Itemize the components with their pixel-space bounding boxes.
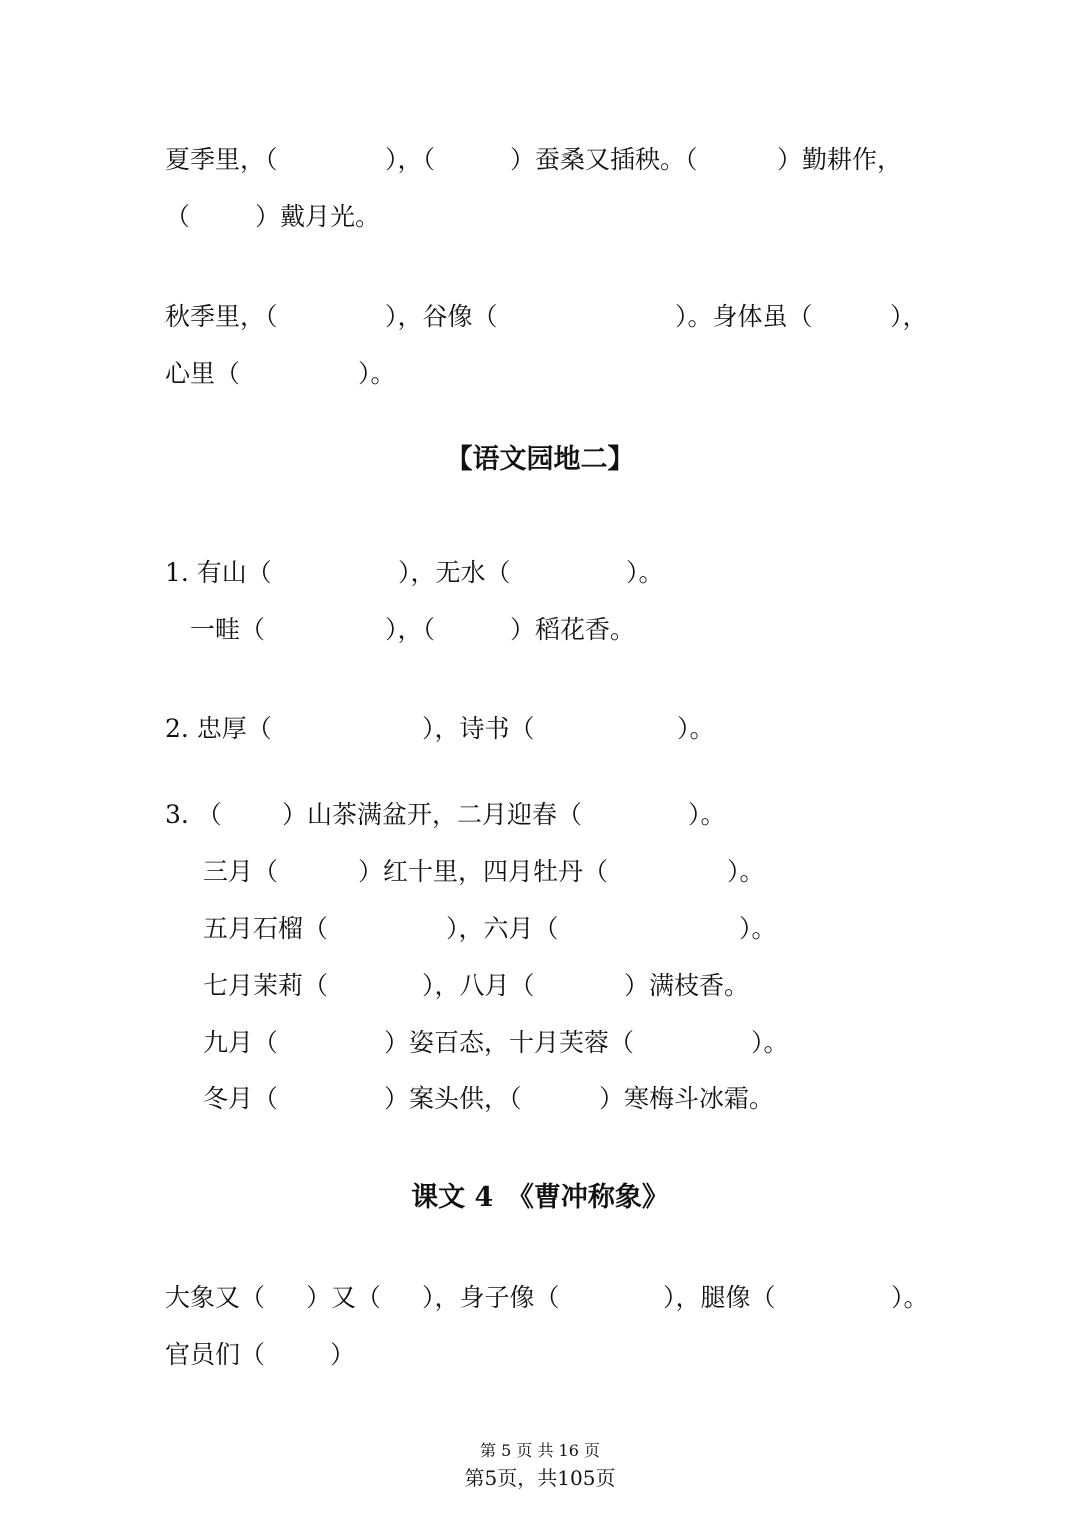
text-segment: ），腿像（	[663, 1283, 776, 1312]
text-segment: ）。	[688, 800, 726, 829]
text-segment: ）。	[677, 714, 715, 743]
text-segment: 冬月（	[203, 1084, 279, 1113]
text-segment: 九月（	[203, 1028, 279, 1057]
q3-line-6	[0, 1079, 1080, 1119]
text-segment: ）。	[751, 1028, 789, 1057]
text-segment: ）姿百态，十月芙蓉（	[384, 1028, 635, 1057]
text-segment: ）勤耕作，	[777, 145, 903, 174]
q3-line-5	[0, 1023, 1080, 1063]
text-segment: ）寒梅斗冰霜。	[599, 1084, 775, 1113]
q1-line-1	[0, 553, 1080, 593]
text-segment: 七月茉莉（	[203, 971, 329, 1000]
text-segment: 大象又（	[165, 1283, 266, 1312]
text-segment: ），	[890, 302, 928, 331]
text-segment: 秋季里，（	[165, 302, 278, 331]
section-title-yuwen: 【语文园地二】	[445, 444, 635, 475]
text-segment: ），谷像（	[385, 302, 498, 331]
autumn-line-1	[0, 297, 1080, 337]
text-segment: ），（	[385, 615, 436, 644]
text-segment: 五月石榴（	[203, 914, 329, 943]
text-segment: 3. （	[165, 800, 222, 829]
q3-line-4	[0, 966, 1080, 1006]
text-segment: ），（	[385, 145, 436, 174]
q3-line-2	[0, 852, 1080, 892]
text-segment: ），诗书（	[422, 714, 535, 743]
text-segment: 夏季里，（	[165, 145, 278, 174]
text-segment: ），八月（	[422, 971, 535, 1000]
text-segment: 官员们（	[165, 1340, 266, 1369]
page-number-outer: 第5页，共105页	[464, 1466, 616, 1490]
text-segment: ）	[330, 1340, 356, 1369]
autumn-line-2	[0, 354, 1080, 394]
text-segment: ），身子像（	[422, 1283, 560, 1312]
text-segment: ）。	[739, 914, 777, 943]
q3-line-3	[0, 909, 1080, 949]
lesson4-line-2	[0, 1335, 1080, 1375]
text-segment: ），六月（	[446, 914, 559, 943]
text-segment: ）。	[891, 1283, 929, 1312]
text-segment: ）。	[727, 857, 765, 886]
text-segment: ）。身体虽（	[675, 302, 813, 331]
summer-line-1	[0, 140, 1080, 180]
text-segment: 三月（	[203, 857, 279, 886]
text-segment: ）。	[626, 558, 664, 587]
text-segment: ）又（	[306, 1283, 382, 1312]
text-segment: （	[165, 202, 191, 231]
text-segment: 心里（	[165, 359, 241, 388]
text-segment: ）稻花香。	[510, 615, 636, 644]
text-segment: ），无水（	[398, 558, 511, 587]
text-segment: ）戴月光。	[255, 202, 381, 231]
text-segment: ）红十里，四月牡丹（	[358, 857, 609, 886]
text-segment: ）。	[358, 359, 396, 388]
lesson4-line-1	[0, 1278, 1080, 1318]
q3-line-1	[0, 795, 1080, 835]
text-segment: 2. 忠厚（	[165, 714, 272, 743]
q1-line-2	[0, 610, 1080, 650]
page-number-inner: 第 5 页 共 16 页	[480, 1441, 600, 1460]
summer-line-2	[0, 197, 1080, 237]
text-segment: ）案头供，（	[384, 1084, 522, 1113]
text-segment: 1. 有山（	[165, 558, 272, 587]
text-segment: 一畦（	[190, 615, 266, 644]
text-segment: ）山茶满盆开，二月迎春（	[282, 800, 583, 829]
text-segment: ）满枝香。	[624, 971, 750, 1000]
q2-line	[0, 709, 1080, 749]
text-segment: ）蚕桑又插秧。（	[510, 145, 698, 174]
section-title-lesson4: 课文 4 《曹冲称象》	[411, 1182, 669, 1213]
